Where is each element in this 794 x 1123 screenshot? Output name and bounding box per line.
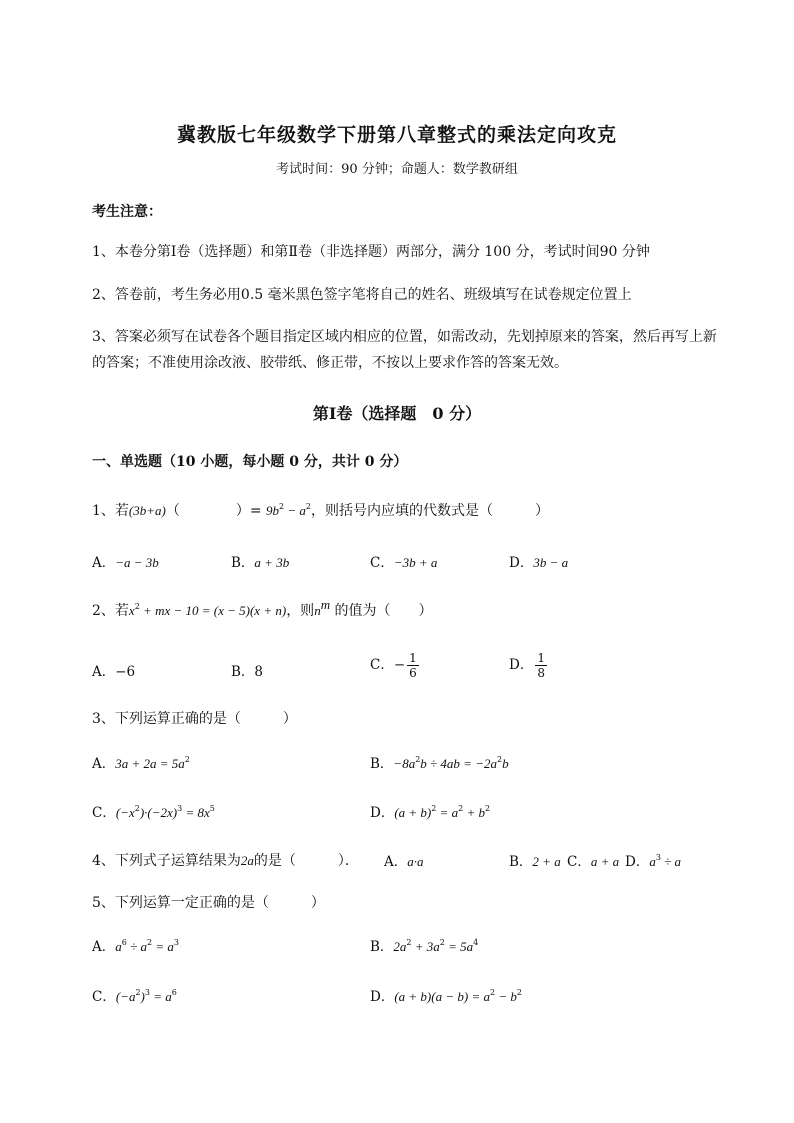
question-1-stem: 1、若(3b+a)（ ）= $9b^2 - a^2$，则括号内应填的代数式是（ ） (92, 502, 550, 519)
question-5-stem: 5、下列运算一定正确的是（ ） (92, 895, 325, 911)
question-2-stem: 2、若$x^2$ + mx − 10 = (x − 5)(x + n)，则$n^m$ 的值为（ ） (92, 597, 433, 619)
q1-option-a[interactable]: A．−a − 3b (92, 555, 159, 571)
notice-heading: 考生注意： (92, 204, 162, 220)
fraction: $\frac{1}{8}$ (537, 651, 545, 680)
notice-item-2: 2、答卷前，考生务必用0.5 毫米黑色签字笔将自己的姓名、班级填写在试卷规定位置上 (92, 287, 632, 303)
q2-option-a[interactable]: A．−6 (92, 664, 136, 680)
q5-option-b[interactable]: B．$2a^2 + 3a^2 = 5a^4$ (370, 938, 479, 955)
q2-option-b[interactable]: B．8 (231, 664, 264, 680)
q4-option-d[interactable]: D．$a^3 \div a$ (625, 853, 682, 870)
q1-option-b[interactable]: B．a + 3b (231, 555, 290, 571)
q2-option-d[interactable]: D． $\frac{1}{8}$ (509, 651, 545, 680)
q3-option-a[interactable]: A．$3a + 2a = 5a^2$ (92, 755, 190, 772)
q4-option-b[interactable]: B．2 + a (509, 854, 561, 870)
q3-option-c[interactable]: C．$(-x^2)\cdot(-2x)^3 = 8x^5$ (92, 804, 215, 821)
question-4-stem: 4、下列式子运算结果为2a的是（ ）． (92, 853, 359, 869)
notice-item-1: 1、本卷分第Ⅰ卷（选择题）和第Ⅱ卷（非选择题）两部分，满分 100 分，考试时间90 分钟 (92, 244, 650, 260)
notice-item-3: 3、答案必须写在试卷各个题目指定区域内相应的位置，如需改动，先划掉原来的答案，然后再写上新 (92, 329, 717, 345)
q3-option-b[interactable]: B．$-8a^2b \div 4ab = -2a^2b$ (370, 755, 509, 772)
page-subtitle: 考试时间：90 分钟；命题人：数学教研组 (276, 162, 518, 177)
q4-option-a[interactable]: A．a·a (384, 854, 424, 870)
q5-option-d[interactable]: D．$(a + b)(a - b) = a^2 - b^2$ (370, 988, 522, 1005)
q4-option-c[interactable]: C．a + a (567, 854, 620, 870)
question-3-stem: 3、下列运算正确的是（ ） (92, 711, 297, 727)
q1-expr: (3b+a) (128, 503, 166, 518)
page-title: 冀教版七年级数学下册第八章整式的乘法定向攻克 (176, 124, 617, 146)
fraction: $\frac{1}{6}$ (409, 651, 417, 680)
q1-option-d[interactable]: D．3b − a (509, 555, 569, 571)
q3-option-d[interactable]: D．$(a + b)^2 = a^2 + b^2$ (370, 804, 491, 821)
q5-option-c[interactable]: C．$(-a^2)^3 = a^6$ (92, 988, 177, 1005)
q1-option-c[interactable]: C．−3b + a (370, 555, 438, 571)
q2-option-c[interactable]: C．− $\frac{1}{6}$ (370, 651, 417, 680)
notice-item-3-cont: 的答案；不准使用涂改液、胶带纸、修正带，不按以上要求作答的答案无效。 (92, 355, 568, 371)
part-heading: 一、单选题（10 小题，每小题 0 分，共计 0 分） (92, 454, 408, 470)
section-title: 第Ⅰ卷（选择题 0 分） (312, 404, 482, 423)
q5-option-a[interactable]: A．$a^6 \div a^2 = a^3$ (92, 938, 179, 955)
